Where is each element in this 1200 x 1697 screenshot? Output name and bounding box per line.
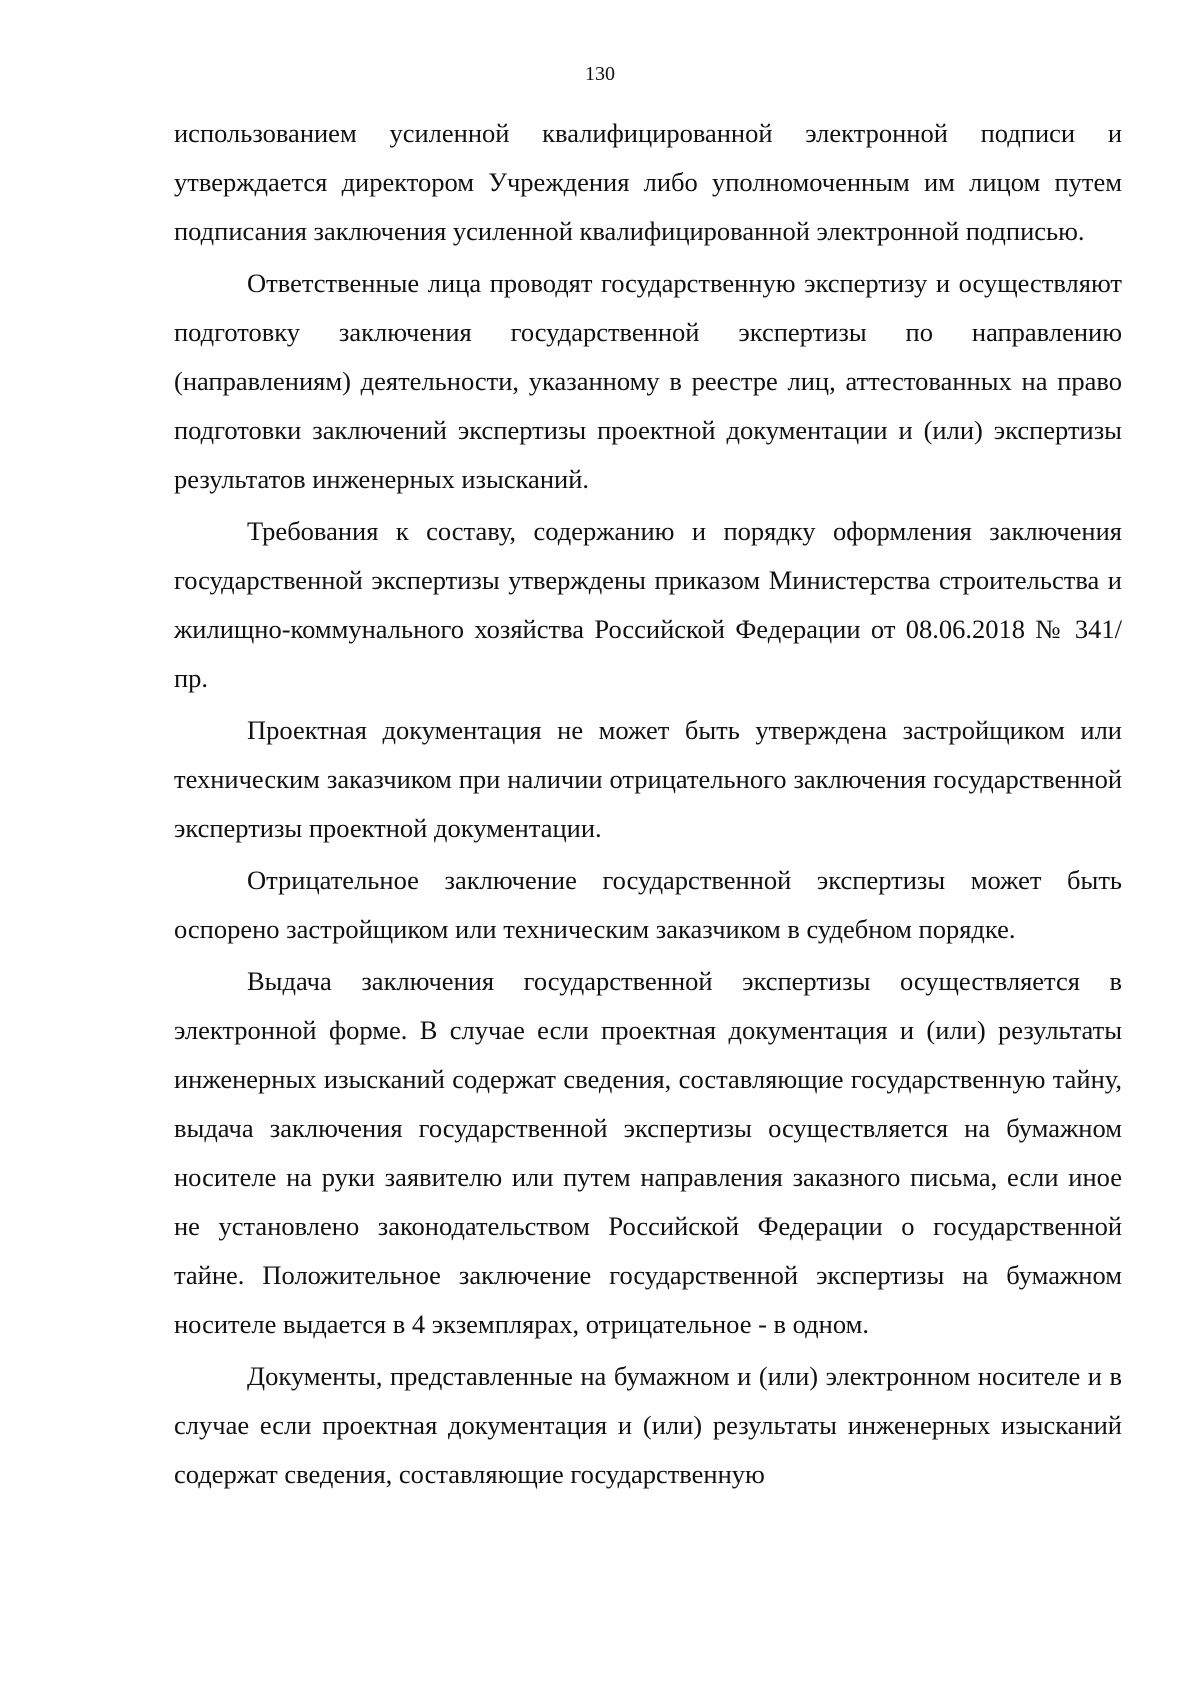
paragraph-responsible-persons: Ответственные лица проводят государственную экспертизу и осуществляют подготовку заключения государственной экспертизы по направлению (направлениям) деятельности, указанному в реестре лиц, аттестованных на право подготовки заключений экспертизы проектной документации и (или) экспертизы результатов инженерных изысканий. (174, 268, 1122, 494)
paragraph-signature-approval: использованием усиленной квалифицированной электронной подписи и утверждается директором Учреждения либо уполномоченным им лицом путем подписания заключения усиленной квалифицированной электронной подписью. (174, 118, 1122, 246)
paragraph-documents: Документы, представленные на бумажном и (или) электронном носителе и в случае если проектная документация и (или) результаты инженерных изысканий содержат сведения, составляющие государственную (174, 1361, 1122, 1489)
document-body (174, 109, 1122, 1502)
paragraph-approval-restriction: Проектная документация не может быть утверждена застройщиком или техническим заказчиком при наличии отрицательного заключения государственной экспертизы проектной документации. (174, 715, 1122, 843)
paragraph-issuance: Выдача заключения государственной экспертизы осуществляется в электронной форме. В случае если проектная документация и (или) результаты инженерных изысканий содержат сведения, составляющие государственную тайну, выдача заключения государственной экспертизы осуществляется на бумажном носителе на руки заявителю или путем направления заказного письма, если иное не установлено законодательством Российской Федерации о государственной тайне. Положительное заключение государственной экспертизы на бумажном носителе выдается в 4 экземплярах, отрицательное - в одном. (174, 966, 1122, 1339)
page-number: 130 (585, 63, 615, 85)
paragraph-requirements: Требования к составу, содержанию и порядку оформления заключения государственной экспертизы утверждены приказом Министерства строительства и жилищно-коммунального хозяйства Российской Федерации от 08.06.2018 № 341/пр. (174, 516, 1122, 693)
paragraph-negative-conclusion-appeal: Отрицательное заключение государственной экспертизы может быть оспорено застройщиком или техническим заказчиком в судебном порядке. (174, 865, 1122, 944)
